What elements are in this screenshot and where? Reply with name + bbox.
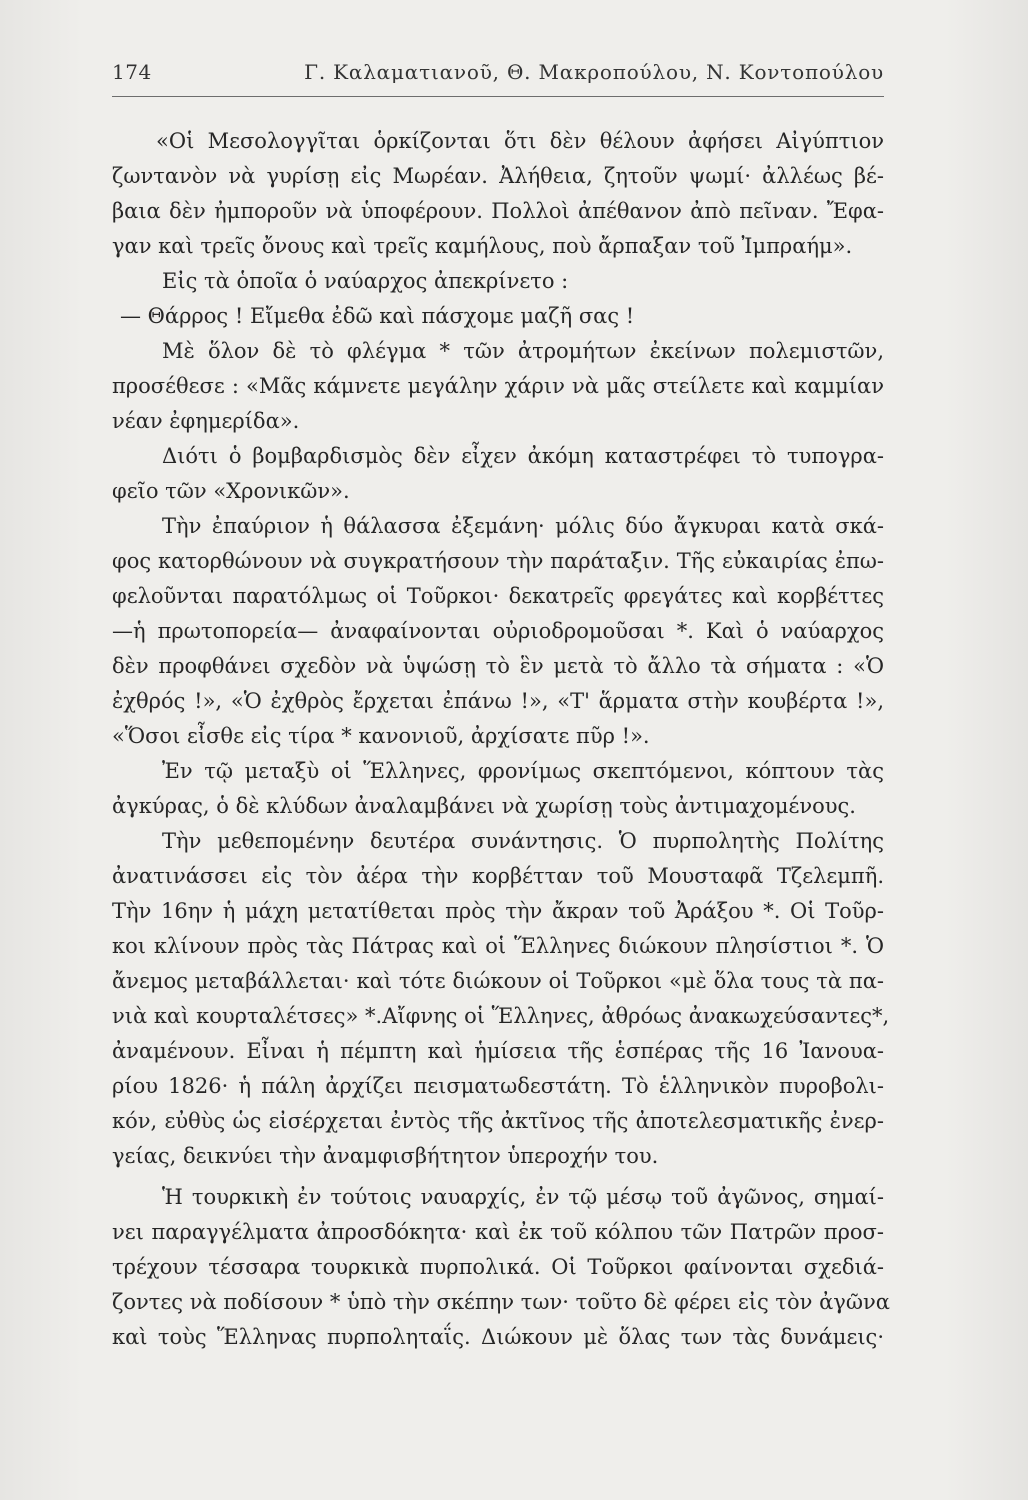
text-line: Τὴν 16ην ἡ μάχη μετατίθεται πρὸς τὴν ἄκραν τοῦ Ἀράξου *. Οἱ Τοῦρ-	[112, 899, 884, 923]
text-line: ἀνατινάσσει εἰς τὸν ἀέρα τὴν κορβέτταν τοῦ Μουσταφᾶ Τζελεμπῆ.	[112, 864, 884, 888]
text-line: φος κατορθώνουν νὰ συγκρατήσουν τὴν παράταξιν. Τῆς εὐκαιρίας ἐπω-	[112, 549, 884, 573]
text-line: ἐχθρός !», «Ὁ ἐχθρὸς ἔρχεται ἐπάνω !», «Τ' ἅρματα στὴν κουβέρτα !»,	[112, 689, 884, 713]
text-line: νει παραγγέλματα ἀπροσδόκητα· καὶ ἐκ τοῦ κόλπου τῶν Πατρῶν προσ-	[112, 1220, 884, 1244]
text-line: βαια δὲν ἠμποροῦν νὰ ὑποφέρουν. Πολλοὶ ἀπέθανον ἀπὸ πεῖναν. Ἔφα-	[112, 199, 884, 223]
body-text	[112, 124, 890, 1355]
text-line: ζωντανὸν νὰ γυρίσῃ εἰς Μωρέαν. Ἀλήθεια, ζητοῦν ψωμί· ἀλλέως βέ-	[112, 164, 884, 188]
header-rule	[112, 96, 884, 97]
text-line: Τὴν μεθεπομένην δευτέρα συνάντησις. Ὁ πυρπολητὴς Πολίτης	[162, 829, 884, 853]
text-line: ἀγκύρας, ὁ δὲ κλύδων ἀναλαμβάνει νὰ χωρίσῃ τοὺς ἀντιμαχομένους.	[112, 794, 856, 818]
text-line: Τὴν ἐπαύριον ἡ θάλασσα ἐξεμάνη· μόλις δύο ἄγκυραι κατὰ σκά-	[162, 514, 884, 538]
text-line: Ἡ τουρκικὴ ἐν τούτοις ναυαρχίς, ἐν τῷ μέσῳ τοῦ ἀγῶνος, σημαί-	[162, 1185, 884, 1209]
text-line: «Ὅσοι εἶσθε εἰς τίρα * κανονιοῦ, ἀρχίσατε πῦρ !».	[112, 724, 650, 748]
text-line: γαν καὶ τρεῖς ὄνους καὶ τρεῖς καμήλους, ποὺ ἄρπαξαν τοῦ Ἰμπραήμ».	[112, 234, 853, 258]
text-line: νιὰ καὶ κουρταλέτσες» *.Αἴφνης οἱ Ἕλληνες, ἀθρόως ἀνακωχεύσαντες*,	[112, 1004, 890, 1028]
text-line: κοι κλίνουν πρὸς τὰς Πάτρας καὶ οἱ Ἕλληνες διώκουν πλησίστιοι *. Ὁ	[112, 934, 884, 958]
text-line: τρέχουν τέσσαρα τουρκικὰ πυρπολικά. Οἱ Τοῦρκοι φαίνονται σχεδιά-	[112, 1255, 884, 1279]
text-line: ρίου 1826· ἡ πάλη ἀρχίζει πεισματωδεστάτη. Τὸ ἑλληνικὸν πυροβολι-	[112, 1074, 884, 1098]
page-number: 174	[112, 60, 152, 84]
text-line: καὶ τοὺς Ἕλληνας πυρποληταΐς. Διώκουν μὲ ὅλας των τὰς δυνάμεις·	[112, 1325, 884, 1349]
text-line: νέαν ἐφημερίδα».	[112, 409, 300, 433]
text-line: ἀναμένουν. Εἶναι ἡ πέμπτη καὶ ἡμίσεια τῆς ἑσπέρας τῆς 16 Ἰανουα-	[112, 1039, 884, 1063]
text-line: φελοῦνται παρατόλμως οἱ Τοῦρκοι· δεκατρεῖς φρεγάτες καὶ κορβέττες	[112, 584, 884, 608]
text-line: Μὲ ὅλον δὲ τὸ φλέγμα * τῶν ἀτρομήτων ἐκείνων πολεμιστῶν,	[162, 339, 884, 363]
text-line: «Οἱ Μεσολογγῖται ὁρκίζονται ὅτι δὲν θέλουν ἀφήσει Αἰγύπτιον	[156, 129, 884, 153]
text-line: κόν, εὐθὺς ὡς εἰσέρχεται ἐντὸς τῆς ἀκτῖνος τῆς ἀποτελεσματικῆς ἐνερ-	[112, 1109, 884, 1133]
text-line: Ἐν τῷ μεταξὺ οἱ Ἕλληνες, φρονίμως σκεπτόμενοι, κόπτουν τὰς	[162, 759, 884, 783]
running-head	[112, 58, 884, 92]
text-line: — Θάρρος ! Εἴμεθα ἐδῶ καὶ πάσχομε μαζῆ σας !	[120, 304, 635, 328]
text-line: γείας, δεικνύει τὴν ἀναμφισβήτητον ὑπεροχήν του.	[112, 1144, 659, 1168]
text-line: ἄνεμος μεταβάλλεται· καὶ τότε διώκουν οἱ Τοῦρκοι «μὲ ὅλα τους τὰ πα-	[112, 969, 884, 993]
text-line: φεῖο τῶν «Χρονικῶν».	[112, 479, 350, 503]
text-line: Εἰς τὰ ὁποῖα ὁ ναύαρχος ἀπεκρίνετο :	[162, 269, 569, 293]
text-line: —ἡ πρωτοπορεία— ἀναφαίνονται οὐριοδρομοῦσαι *. Καὶ ὁ ναύαρχος	[112, 619, 884, 643]
header-title: Γ. Καλαματιανοῦ, Θ. Μακροπούλου, Ν. Κοντοπούλου	[304, 60, 884, 84]
text-line: ζοντες νὰ ποδίσουν * ὑπὸ τὴν σκέπην των· τοῦτο δὲ φέρει εἰς τὸν ἀγῶνα	[112, 1290, 890, 1314]
text-line: δὲν προφθάνει σχεδὸν νὰ ὑψώσῃ τὸ ἓν μετὰ τὸ ἄλλο τὰ σήματα : «Ὁ	[112, 654, 884, 678]
text-line: Διότι ὁ βομβαρδισμὸς δὲν εἶχεν ἀκόμη καταστρέφει τὸ τυπογρα-	[162, 444, 884, 468]
text-line: προσέθεσε : «Μᾶς κάμνετε μεγάλην χάριν νὰ μᾶς στείλετε καὶ καμμίαν	[112, 374, 884, 398]
